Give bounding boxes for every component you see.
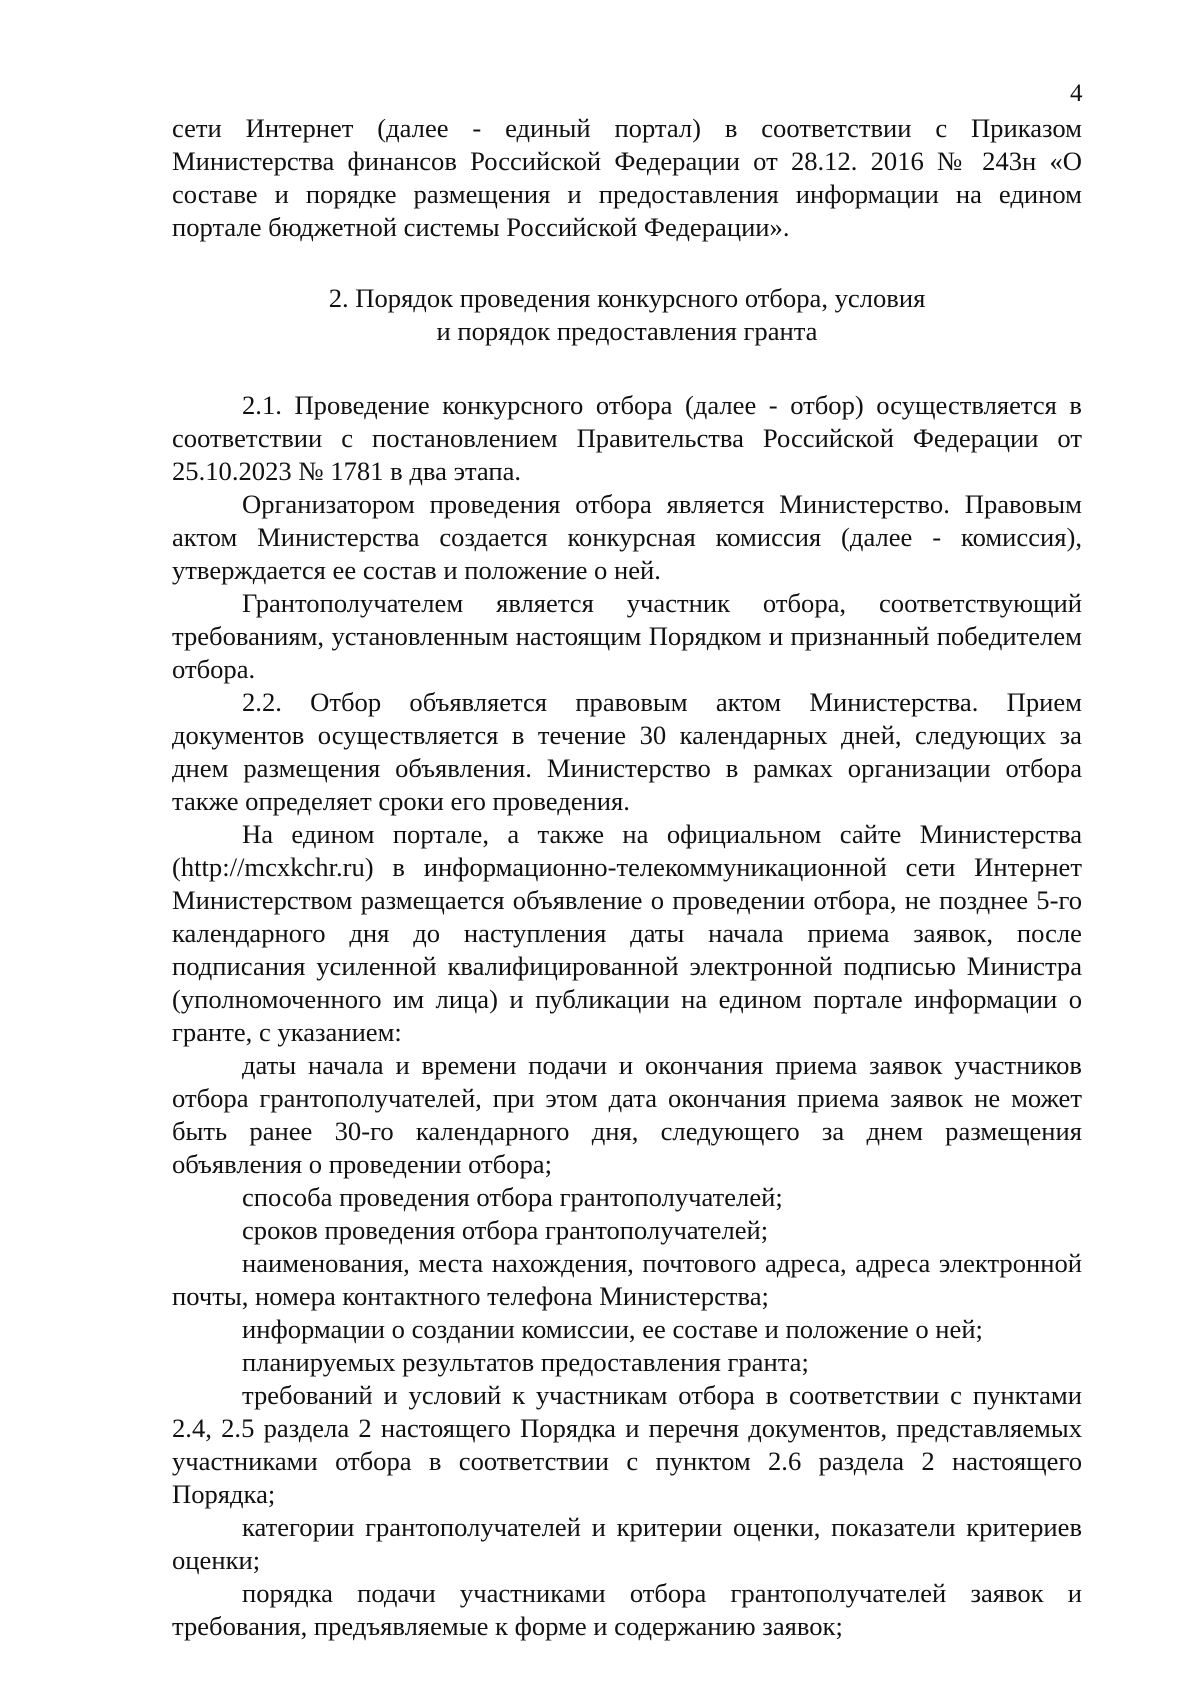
list-item-contacts: наименования, места нахождения, почтового адреса, адреса электронной почты, номера контактного телефона Министерства; <box>172 1248 1082 1311</box>
list-item-terms: сроков проведения отбора грантополучателей; <box>242 1215 769 1245</box>
list-item-method: способа проведения отбора грантополучателей; <box>242 1182 783 1212</box>
paragraph-2-1: 2.1. Проведение конкурсного отбора (далее - отбор) осуществляется в соответствии с постановлением Правительства Российской Федерации от 25.10.2023 № 1781 в два этапа. <box>172 390 1082 486</box>
list-item-application-procedure: порядка подачи участниками отбора грантополучателей заявок и требования, предъявляемые к форме и содержанию заявок; <box>172 1578 1082 1641</box>
list-item-results: планируемых результатов предоставления гранта; <box>242 1347 809 1377</box>
paragraph-organizer: Организатором проведения отбора является Министерство. Правовым актом Министерства создается конкурсная комиссия (далее - комиссия), утверждается ее состав и положение о ней. <box>172 489 1082 585</box>
intro-paragraph: сети Интернет (далее - единый портал) в соответствии с Приказом Министерства финансов Российской Федерации от 28.12. 2016 № 243н «О составе и порядке размещения и предоставления информации на едином портале бюджетной системы Российской Федерации». <box>172 113 1082 242</box>
paragraph-portal-announcement: На едином портале, а также на официальном сайте Министерства (http://mcxkchr.ru) в информационно-телекоммуникационной сети Интернет Министерством размещается объявление о проведении отбора, не позднее 5-го календарного дня до наступления даты начала приема заявок, после подписания усиленной квалифицированной электронной подписью Министра (уполномоченного им лица) и публикации на едином портале информации о гранте, с указанием: <box>172 819 1082 1047</box>
paragraph-2-2: 2.2. Отбор объявляется правовым актом Министерства. Прием документов осуществляется в течение 30 календарных дней, следующих за днем размещения объявления. Министерство в рамках организации отбора также определяет сроки его проведения. <box>172 687 1082 816</box>
section-heading-line-1: 2. Порядок проведения конкурсного отбора, условия <box>328 283 926 313</box>
list-item-categories: категории грантополучателей и критерии оценки, показатели критериев оценки; <box>172 1512 1082 1575</box>
list-item-dates: даты начала и времени подачи и окончания приема заявок участников отбора грантополучателей, при этом дата окончания приема заявок не может быть ранее 30-го календарного дня, следующего за днем размещения объявления о проведении отбора; <box>172 1050 1082 1179</box>
page-number: 4 <box>1070 80 1083 107</box>
paragraph-grant-recipient: Грантополучателем является участник отбора, соответствующий требованиям, установленным настоящим Порядком и признанный победителем отбора. <box>172 588 1082 684</box>
document-body <box>172 112 1082 1643</box>
section-heading-line-2: и порядок предоставления гранта <box>436 316 818 346</box>
list-item-requirements: требований и условий к участникам отбора в соответствии с пунктами 2.4, 2.5 раздела 2 настоящего Порядка и перечня документов, представляемых участниками отбора в соответствии с пунктом 2.6 раздела 2 настоящего Порядка; <box>172 1380 1082 1509</box>
section-heading <box>172 282 1082 348</box>
list-item-commission: информации о создании комиссии, ее составе и положение о ней; <box>242 1314 983 1344</box>
